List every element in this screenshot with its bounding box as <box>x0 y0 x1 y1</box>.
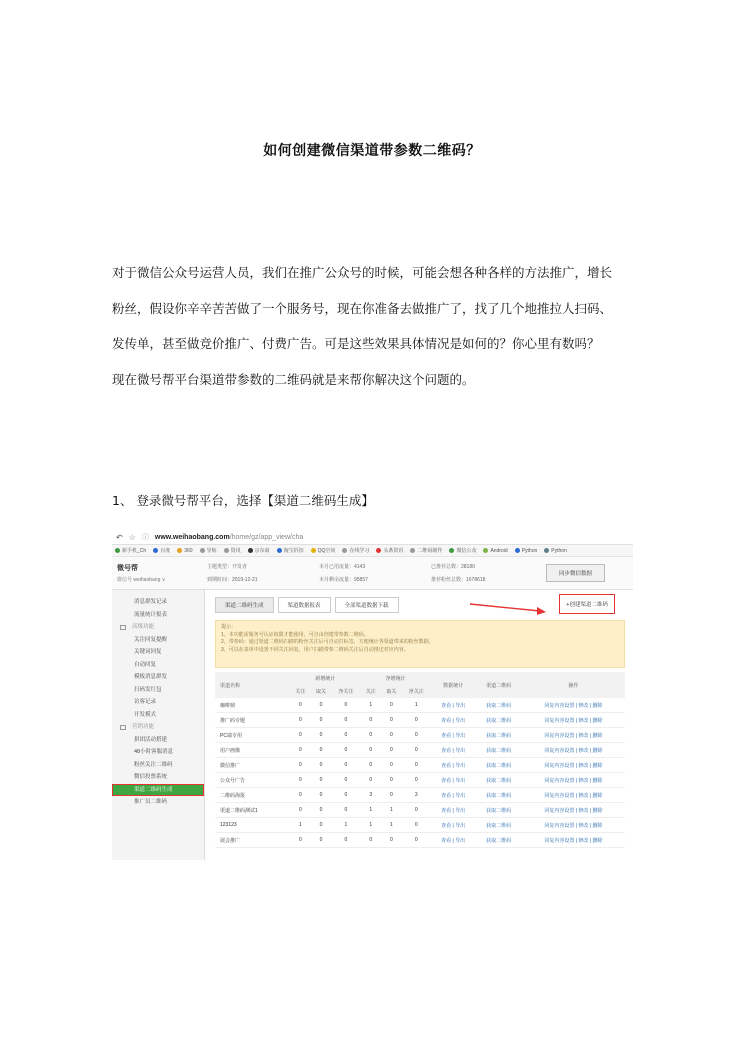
table-row <box>215 818 625 833</box>
stat-link[interactable]: 查看 | 导出 <box>431 743 476 758</box>
count-cell: 0 <box>290 758 311 773</box>
paragraph-line: 对于微信公众号运营人员，我们在推广公众号的时候，可能会想各种各样的方法推广，增长 <box>112 265 613 280</box>
count-cell: 0 <box>381 773 402 788</box>
back-icon[interactable]: ↶ <box>116 532 123 542</box>
document-title: 如何创建微信渠道带参数二维码？ <box>263 143 481 159</box>
count-cell: 0 <box>311 818 332 833</box>
tab-channel-qrcode[interactable]: 渠道二维码生成 <box>215 597 274 613</box>
sidebar <box>112 590 205 860</box>
table-row <box>215 773 625 788</box>
count-cell: 1 <box>360 818 381 833</box>
count-cell: 0 <box>381 833 402 848</box>
sidebar-group-marketing: 营销功能 <box>112 721 204 734</box>
channel-table <box>215 672 625 848</box>
paragraph-line: 粉丝，假设你辛辛苦苦做了一个服务号，现在你准备去做推广了，找了几个地推拉人扫码、 <box>112 300 613 316</box>
count-cell: 0 <box>290 833 311 848</box>
count-cell: 1 <box>331 818 360 833</box>
bookmark-favicon-icon <box>277 548 282 553</box>
stat-item: 到期时间：2019-12-21 <box>207 577 258 583</box>
count-cell: 0 <box>311 743 332 758</box>
bookmark-label: Python <box>551 547 567 554</box>
count-cell: 0 <box>290 773 311 788</box>
col-header: 渠道二维码 <box>476 672 522 698</box>
qrcode-link[interactable]: 获取二维码 <box>476 758 522 773</box>
sidebar-item-channel-qrcode[interactable]: 渠道二维码生成 <box>112 784 204 797</box>
operations-links[interactable]: 回复内容设置 | 修改 | 删除 <box>522 788 625 803</box>
create-channel-qrcode-button[interactable]: +创建渠道二维码 <box>559 594 615 614</box>
bookmark-favicon-icon <box>153 548 158 553</box>
sidebar-item[interactable]: 48小时客服消息 <box>134 749 174 755</box>
channel-name-cell: 微信推广 <box>215 758 290 773</box>
grid-icon <box>120 625 126 630</box>
qrcode-link[interactable]: 获取二维码 <box>476 818 522 833</box>
stat-item: 推荐粉丝总数：1678618 <box>431 577 486 583</box>
count-cell: 0 <box>381 758 402 773</box>
bookmark-item[interactable] <box>177 548 192 554</box>
count-cell: 0 <box>402 713 431 728</box>
operations-links[interactable]: 回复内容设置 | 修改 | 删除 <box>522 728 625 743</box>
stat-item: 已推荐总数：28180 <box>431 564 475 570</box>
bookmark-label: 京东商 <box>254 548 270 554</box>
count-cell: 0 <box>331 788 360 803</box>
count-cell: 0 <box>402 728 431 743</box>
bookmark-favicon-icon <box>248 548 253 553</box>
count-cell: 0 <box>290 728 311 743</box>
channel-name-cell: 二维码海报 <box>215 788 290 803</box>
stat-link[interactable]: 查看 | 导出 <box>431 713 476 728</box>
tip-line: 2、带参码：通过渠道二维码扫描的粉丝关注后可自动打标签，方便统计各渠道带来的粉丝数据。 <box>221 639 434 645</box>
bookmark-item[interactable] <box>483 548 507 554</box>
sidebar-item[interactable]: 关键词回复 <box>134 649 162 655</box>
bookmark-item[interactable] <box>544 548 567 554</box>
channel-name-cell: 咖啡鼎 <box>215 698 290 713</box>
count-cell: 0 <box>381 698 402 713</box>
count-cell: 0 <box>331 713 360 728</box>
count-cell: 0 <box>290 788 311 803</box>
count-cell: 0 <box>360 713 381 728</box>
count-cell: 0 <box>381 713 402 728</box>
sidebar-item[interactable]: 关注回复提醒 <box>134 636 168 643</box>
address-url[interactable]: www.weihaobang.com/home/gz/app_view/cha <box>154 533 304 541</box>
count-cell: 0 <box>331 743 360 758</box>
sidebar-item[interactable]: 拼团活动搭建 <box>134 736 168 743</box>
count-cell: 0 <box>331 728 360 743</box>
sync-wechat-data-button[interactable]: 同步微信数据 <box>546 564 605 582</box>
count-cell: 0 <box>311 833 332 848</box>
stat-link[interactable]: 查看 | 导出 <box>431 728 476 743</box>
bookmark-label: QQ空间 <box>317 548 336 554</box>
channel-name-cell: 渠道二维码测试1 <box>215 803 290 818</box>
table-row <box>215 758 625 773</box>
count-cell: 0 <box>290 698 311 713</box>
sidebar-item[interactable]: 消息群发记录 <box>134 599 168 605</box>
stat-link[interactable]: 查看 | 导出 <box>431 833 476 848</box>
stat-link[interactable]: 查看 | 导出 <box>431 758 476 773</box>
qrcode-link[interactable]: 获取二维码 <box>476 743 522 758</box>
sidebar-item[interactable]: 开发模式 <box>134 711 157 718</box>
channel-name-cell: 用户画像 <box>215 743 290 758</box>
sidebar-item[interactable]: 模板消息群发 <box>134 674 168 680</box>
stat-link[interactable]: 查看 | 导出 <box>431 698 476 713</box>
qrcode-link[interactable]: 获取二维码 <box>476 803 522 818</box>
table-row <box>215 698 625 713</box>
count-cell: 0 <box>290 713 311 728</box>
col-header: 取关 <box>381 685 402 698</box>
tip-line: 1、本功能需服务号认证权限才能使用，可自由创建带参数二维码。 <box>221 631 369 638</box>
count-cell: 0 <box>360 758 381 773</box>
bookmark-item[interactable] <box>248 547 270 554</box>
bookmark-favicon-icon <box>177 548 182 553</box>
bookmark-favicon-icon <box>200 548 205 553</box>
operations-links[interactable]: 回复内容设置 | 修改 | 删除 <box>522 698 625 713</box>
bookmark-label: 淘宝折扣 <box>283 548 304 554</box>
brand-name: 微号帮 <box>117 565 138 572</box>
bookmark-label: 头条资讯 <box>383 548 404 554</box>
bookmark-label: 在线学习 <box>349 548 370 554</box>
count-cell: 0 <box>311 698 332 713</box>
embedded-screenshot <box>112 530 633 860</box>
bookmark-item[interactable] <box>153 547 170 554</box>
red-arrow-icon <box>468 600 548 618</box>
bookmark-favicon-icon <box>115 548 120 553</box>
count-cell: 0 <box>402 743 431 758</box>
tab-channel-report[interactable]: 渠道数据报表 <box>278 597 331 613</box>
count-cell: 0 <box>311 803 332 818</box>
stat-item: 本月剩余流量：95857 <box>319 577 368 583</box>
bookmark-item[interactable] <box>515 548 538 554</box>
bookmark-favicon-icon <box>342 548 347 553</box>
col-header: 操作 <box>522 672 625 698</box>
qrcode-link[interactable]: 获取二维码 <box>476 713 522 728</box>
stat-item: 主题类型：开发者 <box>207 564 248 570</box>
count-cell: 0 <box>402 758 431 773</box>
count-cell: 0 <box>402 833 431 848</box>
bookmark-favicon-icon <box>544 548 549 553</box>
count-cell: 0 <box>311 713 332 728</box>
bookmark-favicon-icon <box>410 548 415 553</box>
bookmark-item[interactable] <box>200 547 217 554</box>
operations-links[interactable]: 回复内容设置 | 修改 | 删除 <box>522 758 625 773</box>
paragraph-line: 现在微号帮平台渠道带参数的二维码就是来帮你解决这个问题的。 <box>112 371 475 387</box>
count-cell: 0 <box>331 773 360 788</box>
channel-name-cell: 展会推广 <box>215 833 290 848</box>
col-header: 净关注 <box>402 685 431 698</box>
app-header <box>112 557 633 590</box>
bookmark-label: 微信公众 <box>456 548 477 554</box>
sidebar-item[interactable]: 微信投票系统 <box>134 774 168 780</box>
bookmark-item[interactable] <box>410 547 442 554</box>
bookmark-item[interactable] <box>224 547 241 554</box>
stat-link[interactable]: 查看 | 导出 <box>431 818 476 833</box>
qrcode-link[interactable]: 获取二维码 <box>476 788 522 803</box>
bookmark-item[interactable] <box>311 547 336 554</box>
tip-line: 3、可以在菜单中设置不同关注回复，用户扫描带参二维码关注后自动推送对应内容。 <box>221 646 409 653</box>
operations-links[interactable]: 回复内容设置 | 修改 | 删除 <box>522 773 625 788</box>
bookmark-label: 导航 <box>206 548 217 554</box>
operations-links[interactable]: 回复内容设置 | 修改 | 删除 <box>522 833 625 848</box>
bookmark-label: 360 <box>184 547 193 554</box>
operations-links[interactable]: 回复内容设置 | 修改 | 删除 <box>522 803 625 818</box>
col-header: 取关 <box>311 685 332 698</box>
channel-name-cell: 公众号广告 <box>215 773 290 788</box>
count-cell: 0 <box>311 773 332 788</box>
count-cell: 0 <box>360 773 381 788</box>
bookmarks-bar <box>112 545 633 557</box>
bookmark-item[interactable] <box>277 547 304 554</box>
intro-paragraph <box>112 255 642 397</box>
count-cell: 0 <box>402 773 431 788</box>
sidebar-item[interactable]: 访客记录 <box>134 699 157 705</box>
bookmark-favicon-icon <box>515 548 520 553</box>
tab-download-all[interactable]: 全部渠道数据下载 <box>335 597 399 613</box>
table-row <box>215 743 625 758</box>
stat-item: 本月已用流量：4143 <box>319 564 366 570</box>
col-header: 净关注 <box>331 685 360 698</box>
table-row <box>215 713 625 728</box>
count-cell: 0 <box>402 818 431 833</box>
bookmark-item[interactable] <box>115 547 146 554</box>
stat-link[interactable]: 查看 | 导出 <box>431 803 476 818</box>
bookmark-label: 二维码制作 <box>417 548 443 554</box>
qrcode-link[interactable]: 获取二维码 <box>476 728 522 743</box>
table-row <box>215 788 625 803</box>
tip-line: 提示： <box>221 624 237 630</box>
count-cell: 0 <box>311 758 332 773</box>
col-header: 渠道名称 <box>215 672 290 698</box>
browser-address-bar <box>112 530 633 545</box>
count-cell: 0 <box>381 728 402 743</box>
bookmark-label: 资讯 <box>230 548 241 554</box>
count-cell: 0 <box>331 833 360 848</box>
stat-link[interactable]: 查看 | 导出 <box>431 773 476 788</box>
count-cell: 1 <box>360 803 381 818</box>
count-cell: 3 <box>402 788 431 803</box>
col-header: 关注 <box>290 685 311 698</box>
step-1-heading: 1、 登录微号帮平台，选择【渠道二维码生成】 <box>112 493 374 508</box>
channel-name-cell: 推广码专题 <box>215 713 290 728</box>
bookmark-label: 百度 <box>160 548 171 554</box>
count-cell: 0 <box>360 728 381 743</box>
count-cell: 1 <box>360 698 381 713</box>
table-row <box>215 833 625 848</box>
sidebar-item[interactable]: 流量统计报表 <box>134 611 168 618</box>
count-cell: 0 <box>331 758 360 773</box>
count-cell: 1 <box>290 818 311 833</box>
qrcode-link[interactable]: 获取二维码 <box>476 698 522 713</box>
paragraph-line: 发传单，甚至做竞价推广、付费广告。可是这些效果具体情况是如何的？你心里有数吗？ <box>112 336 600 351</box>
count-cell: 0 <box>331 698 360 713</box>
tips-box <box>215 620 625 668</box>
bookmark-item[interactable] <box>342 547 369 554</box>
table-row <box>215 728 625 743</box>
bookmark-favicon-icon <box>224 548 229 553</box>
star-icon[interactable]: ☆ <box>128 532 136 542</box>
info-icon: ⓘ <box>141 534 149 541</box>
bookmark-favicon-icon <box>311 548 316 553</box>
bookmark-favicon-icon <box>483 548 488 553</box>
bookmark-label: Python <box>521 547 538 554</box>
count-cell: 0 <box>331 803 360 818</box>
qrcode-link[interactable]: 获取二维码 <box>476 773 522 788</box>
sidebar-item[interactable]: 粉丝关注二维码 <box>134 761 173 768</box>
stat-link[interactable]: 查看 | 导出 <box>431 788 476 803</box>
count-cell: 0 <box>360 833 381 848</box>
operations-links[interactable]: 回复内容设置 | 修改 | 删除 <box>522 743 625 758</box>
bookmark-item[interactable] <box>376 547 403 554</box>
count-cell: 1 <box>381 818 402 833</box>
count-cell: 0 <box>290 743 311 758</box>
brand-block <box>112 563 207 583</box>
channel-name-cell: 123123 <box>215 818 290 833</box>
count-cell: 0 <box>311 728 332 743</box>
group-header: 净增统计 <box>360 672 430 685</box>
account-switcher[interactable]: 微信号 weihaobang ∨ <box>117 577 166 583</box>
count-cell: 0 <box>311 788 332 803</box>
count-cell: 0 <box>381 743 402 758</box>
count-cell: 1 <box>402 698 431 713</box>
bookmark-favicon-icon <box>449 548 454 553</box>
grid-icon <box>120 725 126 730</box>
sidebar-item[interactable]: 推广员二维码 <box>134 799 168 805</box>
count-cell: 0 <box>290 803 311 818</box>
bookmark-label: Android <box>490 547 508 554</box>
sidebar-item[interactable]: 扫码发红包 <box>134 686 162 693</box>
bookmark-label: 新手机_Ch <box>122 548 147 554</box>
bookmark-favicon-icon <box>376 548 381 553</box>
qrcode-link[interactable]: 获取二维码 <box>476 833 522 848</box>
count-cell: 1 <box>381 803 402 818</box>
col-header: 数据统计 <box>431 672 476 698</box>
sidebar-group-advanced: 高级功能 <box>112 621 204 634</box>
channel-name-cell: PC端专用 <box>215 728 290 743</box>
count-cell: 0 <box>381 788 402 803</box>
operations-links[interactable]: 回复内容设置 | 修改 | 删除 <box>522 713 625 728</box>
account-stats <box>207 563 536 583</box>
sidebar-item[interactable]: 自动回复 <box>134 661 157 668</box>
bookmark-item[interactable] <box>449 547 476 554</box>
count-cell: 3 <box>360 788 381 803</box>
table-row <box>215 803 625 818</box>
count-cell: 0 <box>402 803 431 818</box>
col-header: 关注 <box>360 685 381 698</box>
count-cell: 0 <box>360 743 381 758</box>
operations-links[interactable]: 回复内容设置 | 修改 | 删除 <box>522 818 625 833</box>
main-panel <box>205 590 633 860</box>
group-header: 新增统计 <box>290 672 360 685</box>
